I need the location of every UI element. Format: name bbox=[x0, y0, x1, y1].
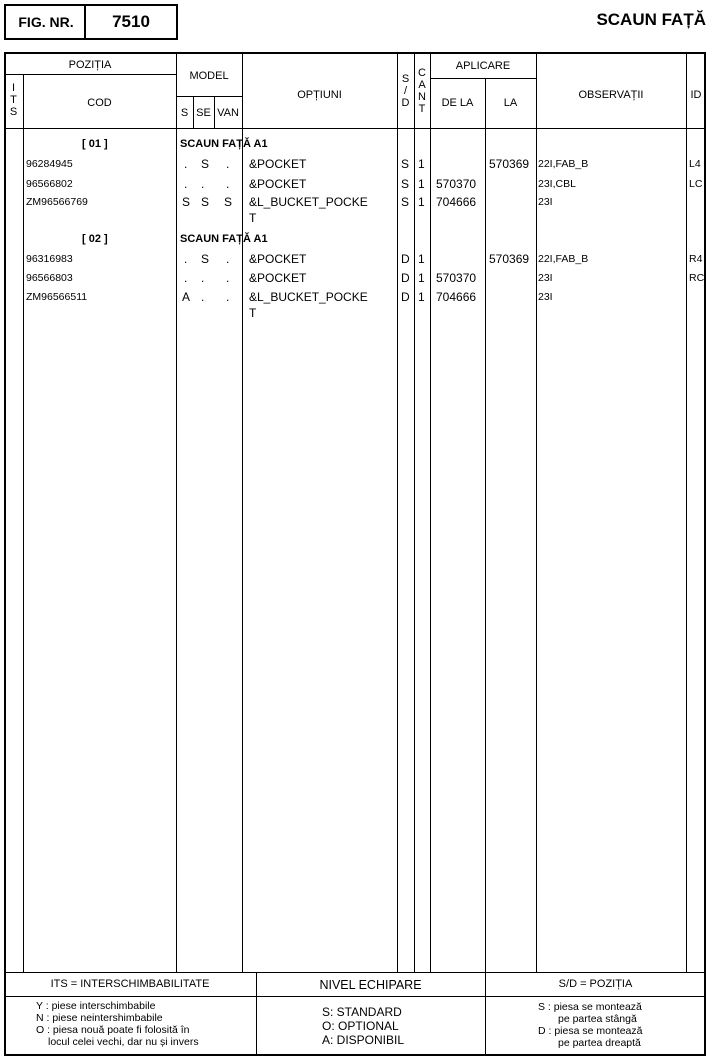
header-cod: COD bbox=[87, 97, 112, 109]
legend-sd-title: S/D = POZIȚIA bbox=[558, 978, 633, 990]
legend-nivel-title: NIVEL ECHIPARE bbox=[319, 978, 422, 992]
header-model: MODEL bbox=[189, 70, 229, 82]
header-sd: S / D bbox=[401, 73, 410, 109]
figure-number: 7510 bbox=[112, 12, 150, 31]
group-title: SCAUN FAȚĂ A1 bbox=[180, 138, 268, 150]
header-aplicare: APLICARE bbox=[455, 60, 511, 72]
figure-label: FIG. NR. bbox=[8, 6, 86, 38]
header-cant: C A N T bbox=[418, 67, 426, 115]
header-optiuni: OPȚIUNI bbox=[297, 89, 342, 101]
header-id: ID bbox=[690, 89, 702, 101]
header-la: LA bbox=[503, 97, 518, 109]
figure-number-box bbox=[4, 4, 178, 40]
page-title: SCAUN FAȚĂ bbox=[596, 10, 706, 29]
group-position: [ 01 ] bbox=[82, 138, 108, 150]
legend-its-title: ITS = INTERSCHIMBABILITATE bbox=[50, 978, 210, 990]
header-model-van: VAN bbox=[217, 107, 239, 119]
header-de-la: DE LA bbox=[441, 97, 474, 109]
header-pozitia: POZIȚIA bbox=[68, 59, 112, 71]
group-position: [ 02 ] bbox=[82, 233, 108, 245]
legend-sd-list: S : piesa se montează pe partea stângă D : piesa se montează pe partea dreaptă bbox=[538, 1001, 643, 1049]
header-model-s: S bbox=[180, 107, 189, 119]
legend-nivel-list: S: STANDARD O: OPTIONAL A: DISPONIBIL bbox=[322, 1005, 405, 1047]
header-its: I T S bbox=[9, 82, 18, 118]
header-model-se: SE bbox=[196, 107, 211, 119]
legend-its-list: Y : piese interschimbabile N : piese neintershimbabile O : piesa nouă poate fi folosită în locul celei vechi, dar nu și invers bbox=[36, 1000, 199, 1048]
header-observatii: OBSERVAȚII bbox=[578, 89, 644, 101]
group-title: SCAUN FAȚĂ A1 bbox=[180, 233, 268, 245]
